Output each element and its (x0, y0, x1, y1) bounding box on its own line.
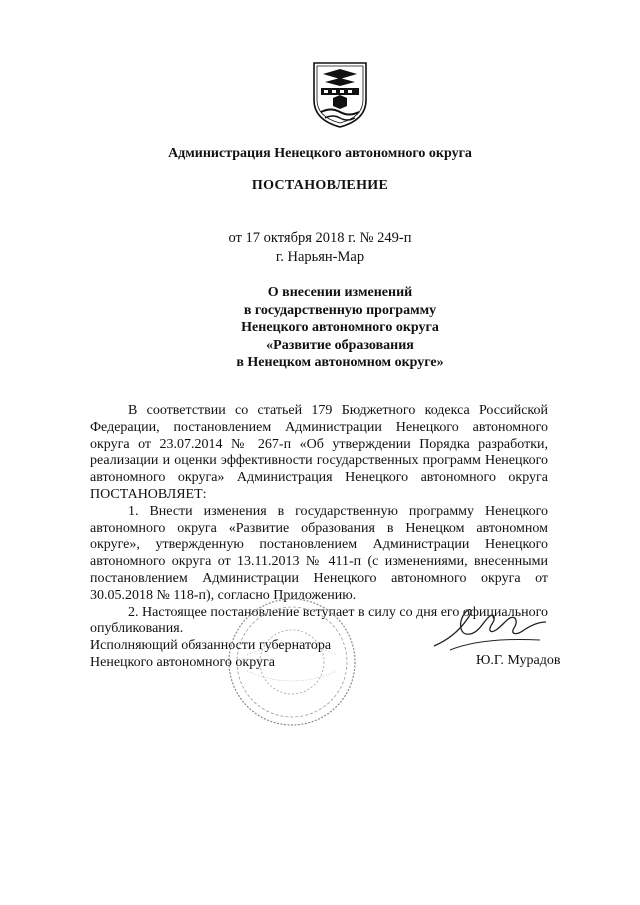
document-type: ПОСТАНОВЛЕНИЕ (251, 178, 389, 193)
handwritten-signature-icon (430, 600, 550, 656)
document-date-number: от 17 октября 2018 г. № 249-п (228, 230, 412, 246)
signer-position (90, 637, 331, 671)
title-line: Ненецкого автономного округа (241, 320, 439, 335)
coat-of-arms-icon (311, 60, 369, 130)
signer-position-line: Исполняющий обязанности губернатора (90, 638, 332, 653)
document-place: г. Нарьян-Мар (275, 249, 365, 265)
title-line: в государственную программу (243, 302, 437, 318)
title-line: в Ненецком автономном округе» (236, 355, 444, 370)
organization-name: Администрация Ненецкого автономного округа (168, 146, 472, 161)
body-paragraph: В соответствии со статьей 179 Бюджетного кодекса Российской Федерации, постановлением Администрации Ненецкого автономного округа от 23.07.2014 № 267-п «Об утверждении Порядка разработки, реализации и оценки эффективности государственных программ Ненецкого автономного округа» Администрация Ненецкого автономного округа ПОСТАНОВЛЯЕТ: (90, 403, 548, 502)
signer-position-line: Ненецкого автономного округа (90, 655, 275, 670)
document-title (0, 284, 640, 372)
signer-name: Ю.Г. Мурадов (476, 653, 561, 668)
body-paragraph: 1. Внести изменения в государственную программу Ненецкого автономного округа «Развитие образования в Ненецком автономном округе», утвержденную постановлением Администрации Ненецкого автономного округа от 13.11.2013 № 411-п (с изменениями, внесенными постановлением Администрации Ненецкого автономного округа от 30.05.2018 № 118-п), согласно Приложению. (90, 503, 548, 603)
title-line: О внесении изменений (267, 285, 413, 300)
title-line: «Развитие образования (266, 337, 414, 353)
body-paragraph: 2. Настоящее постановление вступает в силу со дня его официального опубликования. (90, 604, 548, 637)
